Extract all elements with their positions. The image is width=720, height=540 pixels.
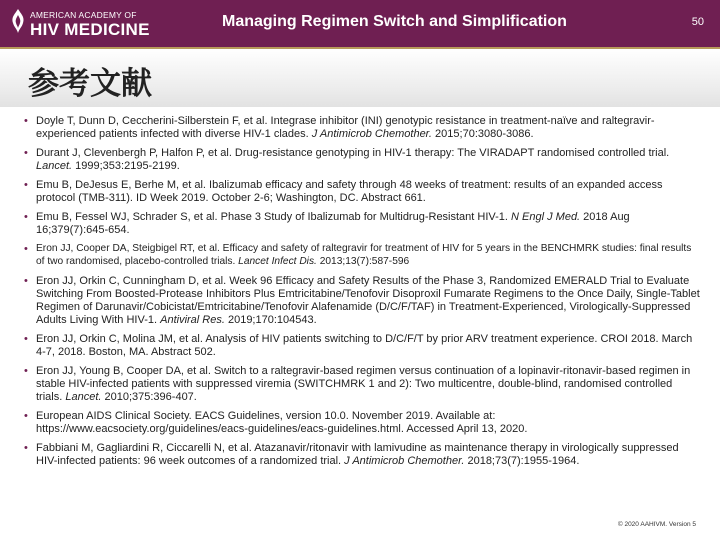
org-name-line1: AMERICAN ACADEMY OF — [30, 10, 137, 20]
aahivm-logo — [8, 8, 168, 40]
reference-journal: J Antimicrob Chemother. — [311, 127, 432, 140]
reference-text: European AIDS Clinical Society. EACS Guidelines, version 10.0. November 2019. Available at: https://www.eacsociety.org/guidelines/eacs-guidelines/eacs-guidelines.html. Accessed April 13, 2020. — [36, 410, 528, 435]
reference-item — [22, 115, 700, 141]
reference-journal: Lancet. — [65, 390, 102, 403]
reference-text: Emu B, DeJesus E, Berhe M, et al. Ibalizumab efficacy and safety through 48 weeks of treatment: results of an expanded access protocol (TMB-311). ID Week 2019. October 2-6; Washington, DC. Abstract 661. — [36, 179, 663, 204]
reference-text: Eron JJ, Orkin C, Molina JM, et al. Analysis of HIV patients switching to D/C/F/T by prior ARV treatment experience. CROI 2018. March 4-7, 2018. Boston, MA. Abstract 502. — [36, 333, 693, 358]
reference-item — [22, 275, 700, 326]
reference-text: Fabbiani M, Gagliardini R, Ciccarelli N, et al. Atazanavir/ritonavir with lamivudine as maintenance therapy in virologically suppressed HIV-infected patients: 96 week outcomes of a randomized trial. — [36, 442, 679, 468]
reference-citation: 2019;170:104543. — [224, 313, 317, 326]
reference-text: Emu B, Fessel WJ, Schrader S, et al. Phase 3 Study of Ibalizumab for Multidrug-Resistant HIV-1. — [36, 211, 512, 224]
reference-text: Eron JJ, Orkin C, Cunningham D, et al. Week 96 Efficacy and Safety Results of the Phase 3, Randomized EMERALD Trial to Evaluate Switching From Boosted-Protease Inhibitors Plus Emtricitabine/Tenofovir Disoproxil Fumarate Regimens to the Once Daily, Single-Tablet Regimen of Darunavir/Cobicistat/Emtricitabine/Tenofovir Alafenamide (D/C/F/TAF) in Treatment-Experienced, Virologically-Suppressed Adults Living With HIV-1. — [36, 275, 700, 326]
reference-text: Durant J, Clevenbergh P, Halfon P, et al. Drug-resistance genotyping in HIV-1 therapy: The VIRADAPT randomised controlled trial. — [36, 147, 670, 160]
reference-journal: N Engl J Med. — [511, 211, 581, 224]
reference-text: Doyle T, Dunn D, Ceccherini-Silberstein F, et al. Integrase inhibitor (INI) genotypic resistance in treatment-naïve and raltegravir-experienced patients infected with diverse HIV-1 clades. — [36, 115, 655, 140]
reference-citation: 2015;70:3080-3086. — [432, 127, 534, 140]
reference-journal: Lancet. — [36, 159, 73, 172]
header-title: Managing Regimen Switch and Simplification — [222, 13, 567, 30]
slide-title: 参考文献 — [28, 66, 152, 102]
reference-list — [22, 115, 700, 474]
reference-item — [22, 211, 700, 237]
reference-text: Eron JJ, Young B, Cooper DA, et al. Switch to a raltegravir-based regimen versus continuation of a lopinavir-ritonavir-based regimen in stable HIV-infected patients with suppressed viremia (SWITCHMRK 1 and 2): Two multicentre, double-blind, randomised controlled trials. — [36, 365, 691, 403]
reference-journal: Antiviral Res. — [160, 313, 225, 326]
reference-item — [22, 243, 700, 269]
org-name-line2: HIV MEDICINE — [30, 20, 150, 39]
reference-citation: 2018 Aug 16;379(7):645-654. — [36, 211, 630, 237]
reference-item — [22, 333, 700, 359]
reference-item — [22, 179, 700, 205]
reference-item — [22, 442, 700, 468]
reference-citation: 2018;73(7):1955-1964. — [464, 455, 580, 468]
reference-journal: Lancet Infect Dis. — [238, 256, 317, 268]
reference-citation: 2013;13(7):587-596 — [316, 256, 410, 268]
reference-item — [22, 365, 700, 403]
reference-item — [22, 410, 700, 436]
page-number: 50 — [691, 16, 704, 28]
reference-citation: 2010;375:396-407. — [101, 390, 197, 403]
reference-item — [22, 147, 700, 173]
copyright-footer: © 2020 AAHIVM. Version 5 — [617, 521, 696, 528]
header-bar — [0, 0, 720, 47]
reference-citation: 1999;353:2195-2199. — [72, 159, 180, 172]
reference-text: Eron JJ, Cooper DA, Steigbigel RT, et al. Efficacy and safety of raltegravir for treatment of HIV for 5 years in the BENCHMRK studies: final results of two randomised, placebo-controlled trials. — [36, 243, 692, 268]
reference-journal: J Antimicrob Chemother. — [344, 455, 465, 468]
flame-logo-icon — [8, 8, 28, 34]
